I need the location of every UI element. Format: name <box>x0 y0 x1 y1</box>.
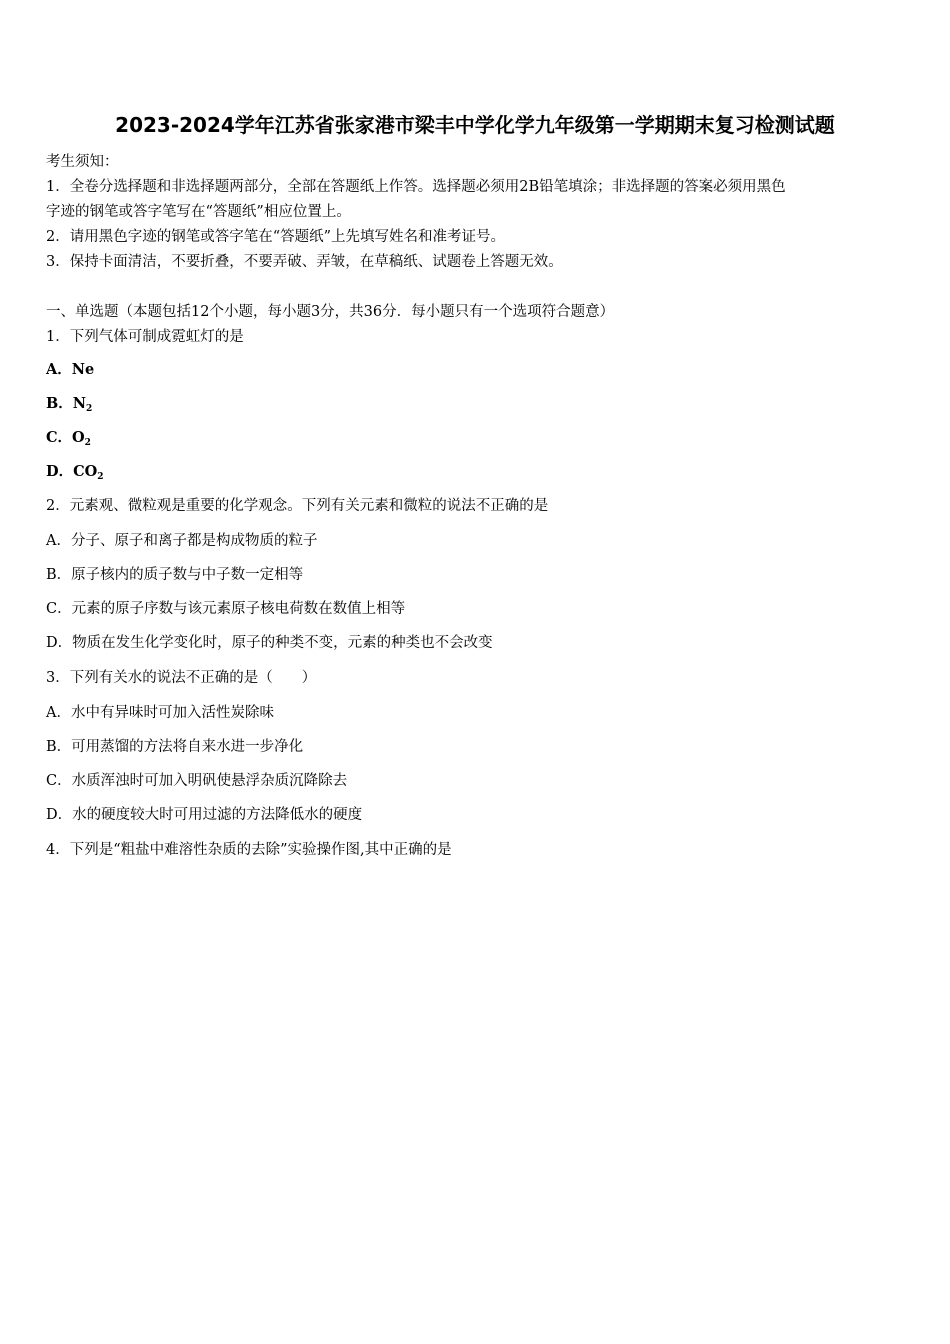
question-1-option-a <box>46 360 94 380</box>
section-heading: 一、单选题（本题包括12个小题，每小题3分，共36分．每小题只有一个选项符合题意） <box>46 304 615 320</box>
question-4-stem: 4．下列是“粗盐中难溶性杂质的去除”实验操作图,其中正确的是 <box>46 842 452 858</box>
question-2-option-a: A．分子、原子和离子都是构成物质的粒子 <box>46 533 318 549</box>
question-1-option-b <box>46 394 92 414</box>
notice-item-1: 1．全卷分选择题和非选择题两部分，全部在答题纸上作答。选择题必须用2B铅笔填涂；非选择题的答案必须用黑色 <box>46 179 786 195</box>
question-3-option-d: D．水的硬度较大时可用过滤的方法降低水的硬度 <box>46 807 363 823</box>
question-3-stem: 3．下列有关水的说法不正确的是（ ） <box>46 670 317 686</box>
option-subscript: 2 <box>84 438 91 448</box>
notice-item-1-cont: 字迹的钢笔或答字笔写在“答题纸”相应位置上。 <box>46 204 351 220</box>
question-3-option-c: C．水质浑浊时可加入明矾使悬浮杂质沉降除去 <box>46 773 348 789</box>
notice-heading: 考生须知： <box>46 154 119 170</box>
question-1-stem: 1．下列气体可制成霓虹灯的是 <box>46 329 244 345</box>
option-label: A．Ne <box>46 361 95 378</box>
question-3-option-b: B．可用蒸馏的方法将自来水进一步净化 <box>46 739 304 755</box>
option-label: C．O <box>46 429 85 446</box>
notice-item-2: 2．请用黑色字迹的钢笔或答字笔在“答题纸”上先填写姓名和准考证号。 <box>46 229 506 245</box>
question-2-stem: 2．元素观、微粒观是重要的化学观念。下列有关元素和微粒的说法不正确的是 <box>46 498 549 514</box>
question-1-option-d <box>46 462 104 482</box>
page-title: 2023-2024学年江苏省张家港市梁丰中学化学九年级第一学期期末复习检测试题 <box>115 113 835 137</box>
question-3-option-a: A．水中有异味时可加入活性炭除味 <box>46 705 274 721</box>
question-2-option-c: C．元素的原子序数与该元素原子核电荷数在数值上相等 <box>46 601 406 617</box>
question-2-option-d: D．物质在发生化学变化时，原子的种类不变，元素的种类也不会改变 <box>46 635 493 651</box>
question-2-option-b: B．原子核内的质子数与中子数一定相等 <box>46 567 304 583</box>
option-label: D．CO <box>46 463 98 480</box>
question-1-option-c <box>46 428 91 448</box>
option-subscript: 2 <box>97 472 104 482</box>
option-subscript: 2 <box>86 404 93 414</box>
notice-item-3: 3．保持卡面清洁，不要折叠，不要弄破、弄皱，在草稿纸、试题卷上答题无效。 <box>46 254 563 270</box>
option-label: B．N <box>46 395 87 412</box>
